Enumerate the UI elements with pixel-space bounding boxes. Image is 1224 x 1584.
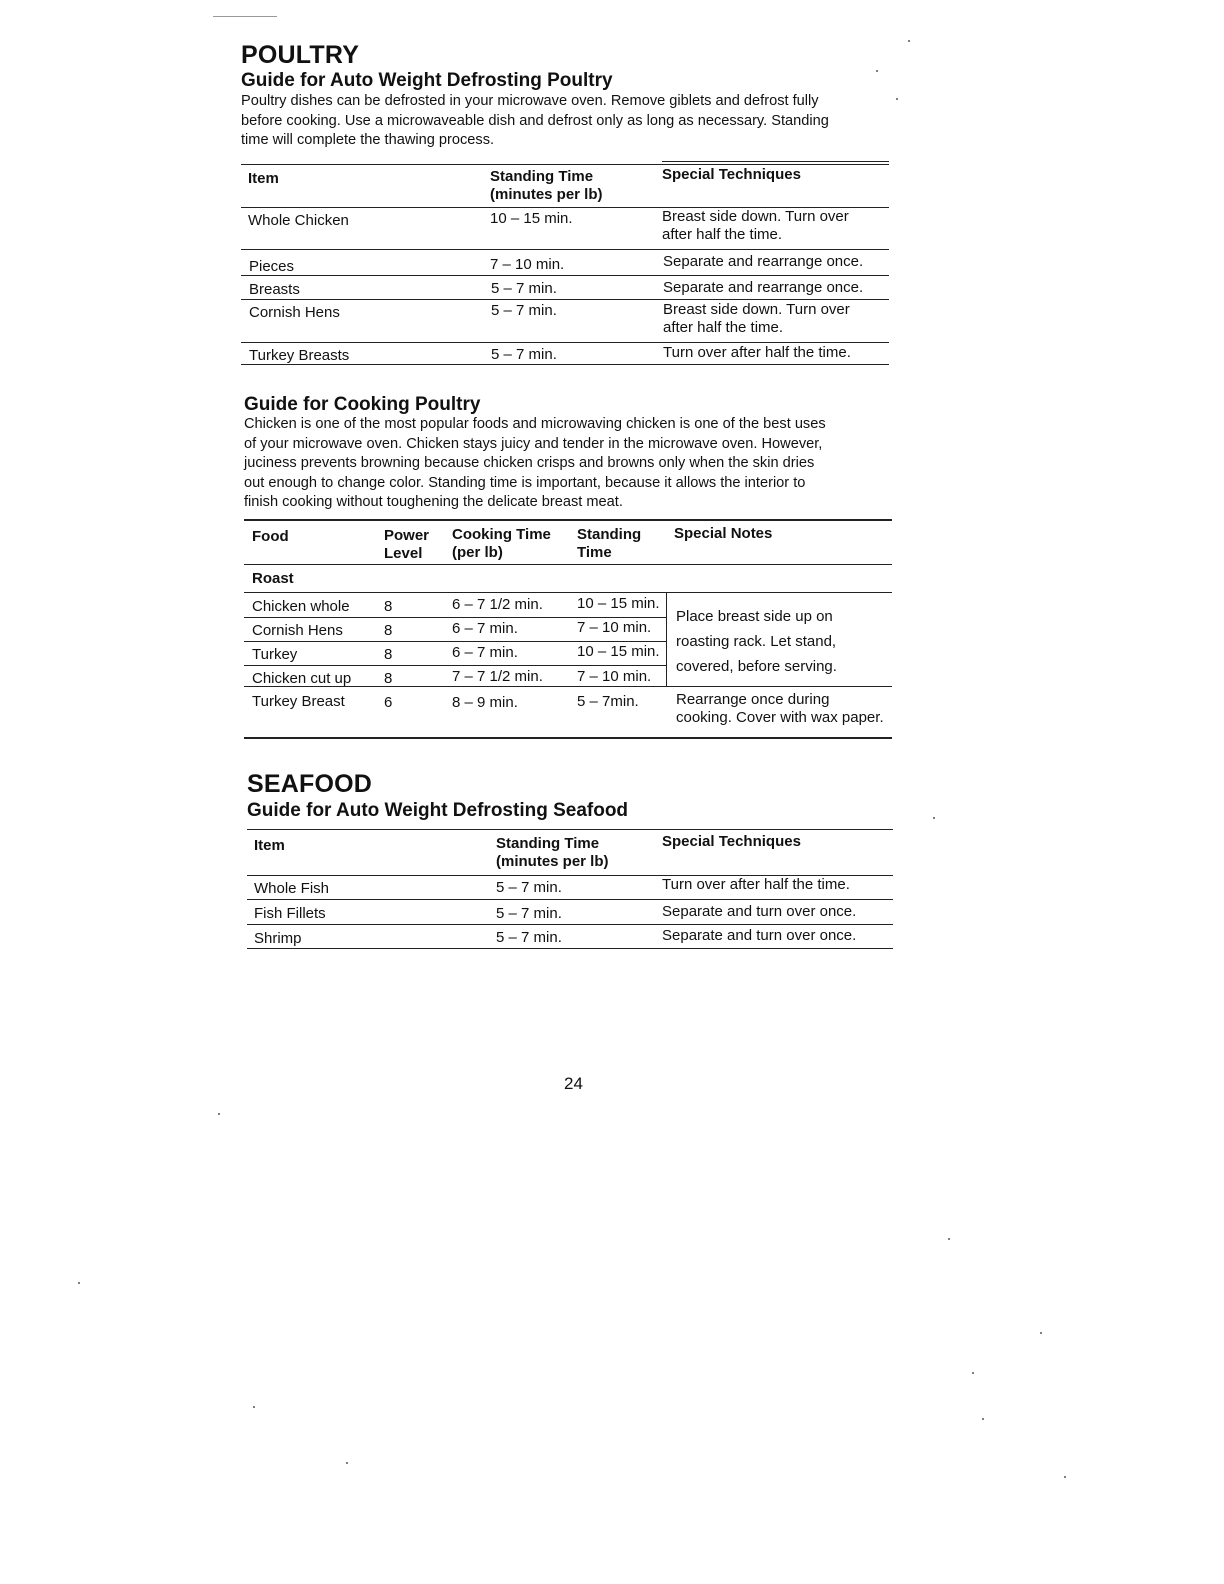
col-special-notes: Special Notes — [674, 525, 773, 542]
table-row: Shrimp — [254, 930, 302, 947]
table-row: Whole Chicken — [248, 212, 349, 229]
heading-cooking-poultry: Guide for Cooking Poultry — [244, 394, 481, 415]
scan-speck — [346, 1462, 348, 1464]
heading-defrost-poultry: Guide for Auto Weight Defrosting Poultry — [241, 70, 613, 91]
col-cooking-time: Cooking Time (per lb) — [452, 526, 551, 561]
col-item: Item — [254, 837, 285, 854]
table-row: Pieces — [249, 258, 295, 275]
shared-note: Place breast side up on roasting rack. Let stand, covered, before serving. — [676, 608, 837, 675]
col-special-techniques: Special Techniques — [662, 166, 801, 183]
heading-defrost-seafood: Guide for Auto Weight Defrosting Seafood — [247, 800, 629, 821]
scan-speck — [1040, 1332, 1042, 1334]
scan-speck — [876, 70, 878, 72]
scan-speck — [908, 40, 910, 42]
section-title-seafood: SEAFOOD — [247, 770, 373, 798]
table-row: Whole Fish — [254, 880, 330, 897]
scan-mark — [213, 16, 277, 17]
table-row: Turkey — [252, 646, 298, 663]
table-row: Breasts — [249, 281, 300, 298]
col-food: Food — [252, 528, 289, 545]
col-standing-time: Standing Time (minutes per lb) — [496, 835, 609, 870]
scan-speck — [78, 1282, 80, 1284]
group-roast: Roast — [252, 570, 294, 587]
scan-speck — [948, 1238, 950, 1240]
col-item: Item — [248, 170, 279, 187]
table-row: Cornish Hens — [252, 622, 343, 639]
scan-speck — [1064, 1476, 1066, 1478]
last-note: Rearrange once during cooking. Cover with wax paper. — [676, 691, 884, 726]
table-row: Chicken cut up — [252, 670, 352, 687]
scan-speck — [933, 817, 935, 819]
page-number: 24 — [564, 1074, 583, 1093]
table-row: Chicken whole — [252, 598, 350, 615]
table-row: Fish Fillets — [254, 905, 326, 922]
scan-speck — [972, 1372, 974, 1374]
section-title-poultry: POULTRY — [241, 41, 360, 69]
col-power-level: Power Level — [384, 527, 430, 562]
table-row: Cornish Hens — [249, 304, 340, 321]
col-special-techniques: Special Techniques — [662, 833, 801, 850]
defrost-poultry-intro: Poultry dishes can be defrosted in your microwave oven. Remove giblets and defrost fully before cooking. Use a microwaveable dish and defrost only as long as necessary. Standing time will complete the thawing process. — [241, 93, 829, 148]
scan-speck — [982, 1418, 984, 1420]
cooking-poultry-intro: Chicken is one of the most popular foods and microwaving chicken is one of the best uses of your microwave oven. Chicken stays juicy and tender in the microwave oven. However, juciness prevents browning because chicken crisps and browns only when the skin dries out enough to change color. Standing time is important, because it allows the interior to finish cooking without toughening the delicate breast meat. — [244, 416, 826, 510]
scan-speck — [253, 1406, 255, 1408]
table-row: Turkey Breasts — [249, 347, 350, 364]
col-standing-time: Standing Time (minutes per lb) — [490, 168, 603, 203]
scan-speck — [218, 1113, 220, 1115]
col-standing-time: Standing Time — [577, 526, 642, 561]
table-row: Turkey Breast — [252, 693, 345, 710]
